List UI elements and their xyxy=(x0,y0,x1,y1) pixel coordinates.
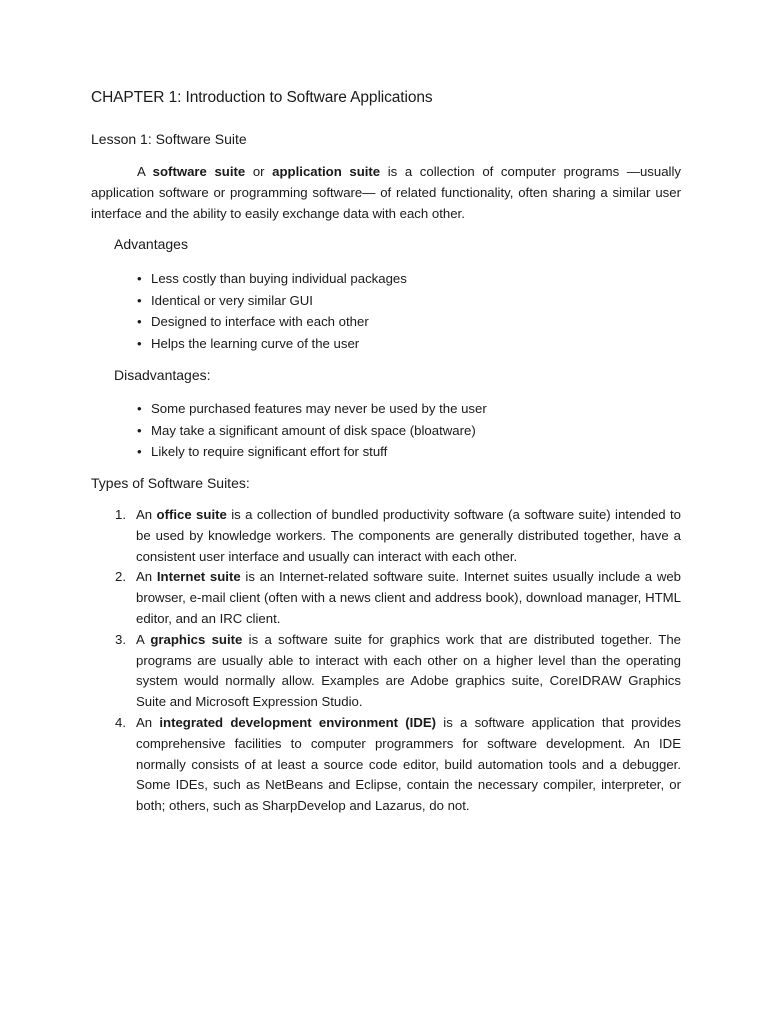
item-text: is a software application that provides comprehensive facilities to computer programmers for software development. An IDE normally consists of at least a source code editor, build automation tools and a debugger. Some IDEs, such as NetBeans and Eclipse, contain the necessary compiler, interpreter, or both; others, such as SharpDevelop and Lazarus, do not. xyxy=(136,714,681,814)
bullet-icon: • xyxy=(137,422,142,438)
types-heading: Types of Software Suites: xyxy=(91,475,250,491)
list-item xyxy=(137,441,487,463)
bullet-icon: • xyxy=(137,444,142,460)
advantages-heading: Advantages xyxy=(114,236,188,252)
list-item xyxy=(137,420,487,442)
item-prefix: An xyxy=(136,569,157,585)
list-number: 2. xyxy=(115,569,126,585)
term-office-suite: office suite xyxy=(156,507,227,522)
item-text: is a collection of bundled productivity software (a software suite) intended to be used by knowledge workers. The components are generally distributed together, have a consistent user interface and usually can interact with each other. xyxy=(136,507,682,564)
list-item xyxy=(91,505,681,567)
list-item xyxy=(91,567,681,629)
bullet-icon: • xyxy=(137,271,142,286)
item-prefix: A xyxy=(136,631,151,647)
term-internet-suite: Internet suite xyxy=(156,569,241,585)
term-ide: integrated development environment (IDE) xyxy=(159,714,437,730)
intro-text-2: or xyxy=(245,164,273,179)
bullet-icon: • xyxy=(137,335,142,351)
list-item-text: Some purchased features may never be used by the user xyxy=(151,401,487,416)
item-text: is an Internet-related software suite. Internet suites usually include a web browser, e-mail client (often with a news client and address book), download manager, HTML editor, and an IRC client. xyxy=(136,569,682,626)
list-item-text: Identical or very similar GUI xyxy=(151,292,313,308)
list-number: 1. xyxy=(115,507,126,522)
list-item-text: Less costly than buying individual packages xyxy=(151,271,407,286)
term-application-suite: application suite xyxy=(272,164,381,179)
list-item-text: Helps the learning curve of the user xyxy=(151,335,360,351)
list-number: 4. xyxy=(115,714,126,730)
types-list xyxy=(91,505,681,817)
list-item-text: Likely to require significant effort for stuff xyxy=(151,444,388,460)
bullet-icon: • xyxy=(137,314,142,330)
item-prefix: An xyxy=(136,507,157,522)
intro-text-1: A xyxy=(137,164,153,179)
intro-text-3: is a collection of computer programs —usually application software or programming software— of related functionality, often sharing a similar user interface and the ability to easily exchange data with each other. xyxy=(91,164,681,221)
bullet-icon: • xyxy=(137,401,142,416)
list-item xyxy=(137,333,407,355)
list-item-text: Designed to interface with each other xyxy=(151,314,369,330)
disadvantages-list xyxy=(137,398,487,463)
list-item xyxy=(137,398,487,420)
lesson-title: Lesson 1: Software Suite xyxy=(91,131,247,147)
advantages-list xyxy=(137,268,407,354)
bullet-icon: • xyxy=(137,292,142,308)
term-software-suite: software suite xyxy=(152,164,246,179)
list-item-text: May take a significant amount of disk space (bloatware) xyxy=(151,422,476,438)
disadvantages-heading: Disadvantages: xyxy=(114,367,211,383)
intro-paragraph xyxy=(91,161,681,224)
list-item xyxy=(137,268,407,290)
item-prefix: An xyxy=(136,714,160,730)
list-number: 3. xyxy=(115,631,126,647)
chapter-title: CHAPTER 1: Introduction to Software Applications xyxy=(91,89,433,106)
list-item xyxy=(137,311,407,333)
list-item xyxy=(137,290,407,312)
item-text: is a software suite for graphics work that are distributed together. The programs are usually able to interact with each other on a higher level than the operating system would normally allow. Examples are Adobe graphics suite, CoreIDRAW Graphics Suite and Microsoft Expression Studio. xyxy=(136,631,681,710)
term-graphics-suite: graphics suite xyxy=(150,631,243,647)
list-item xyxy=(91,630,681,713)
list-item xyxy=(91,713,681,817)
